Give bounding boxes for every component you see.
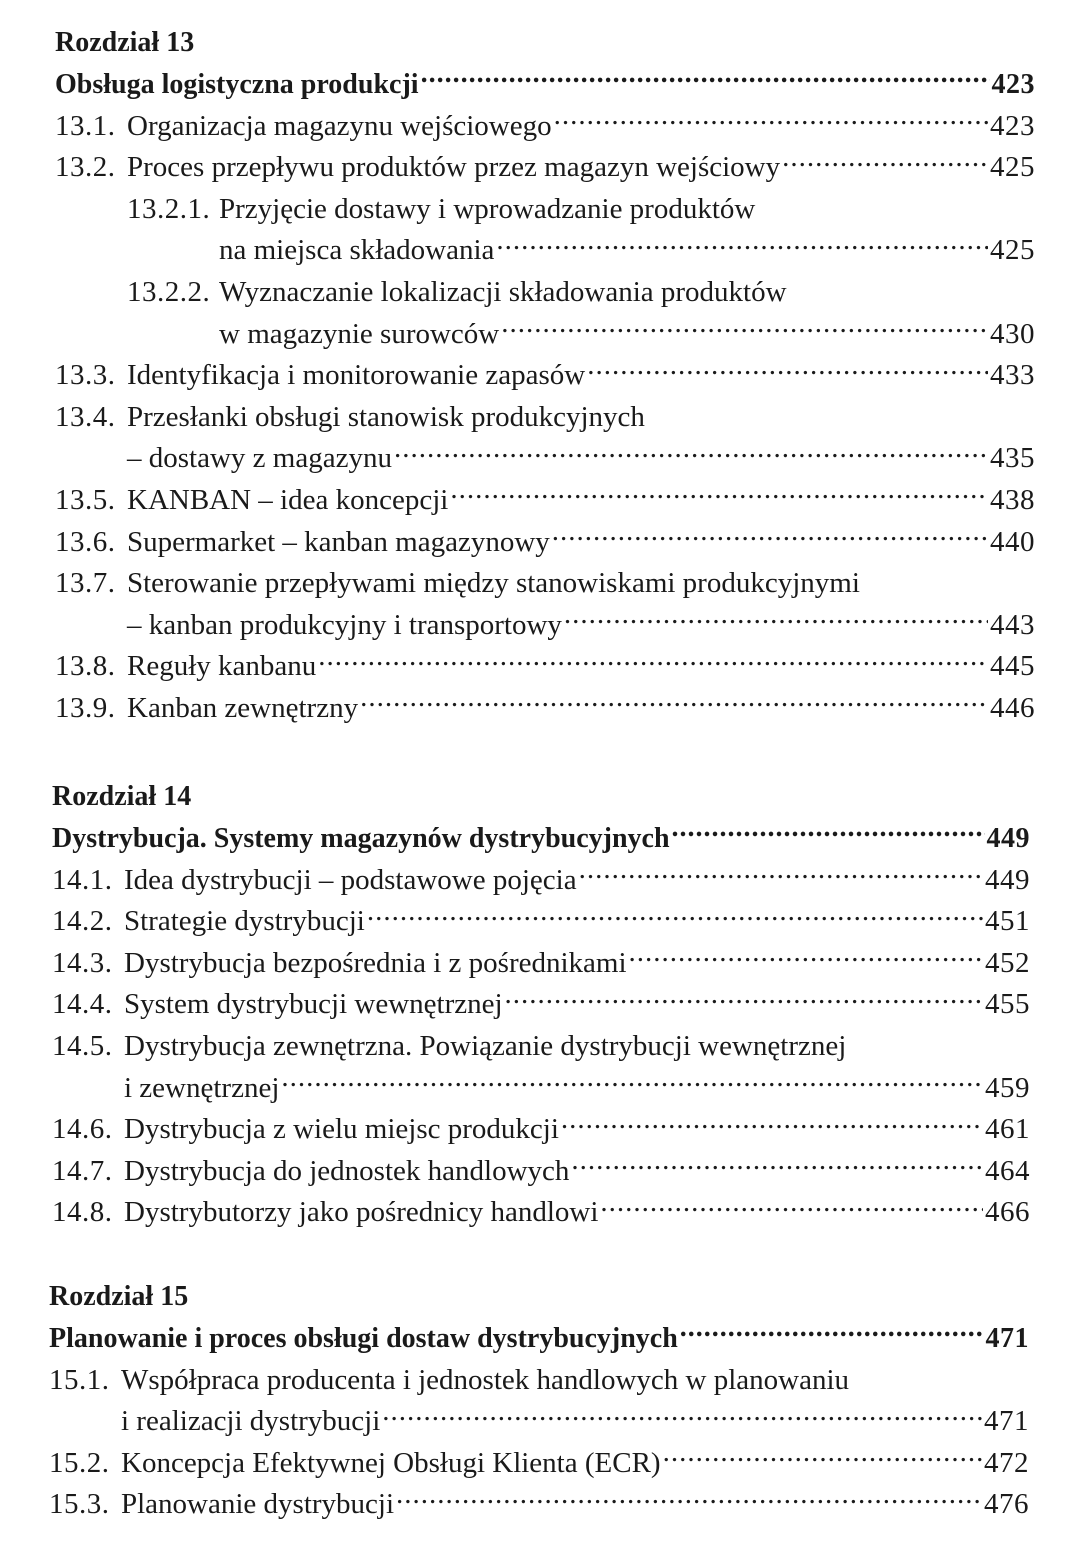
page-number: 425 xyxy=(990,234,1035,267)
section-number: 14.3. xyxy=(52,946,113,979)
section-number: 13.6. xyxy=(55,525,116,558)
dot-leader xyxy=(421,65,990,93)
dot-leader xyxy=(561,1109,983,1138)
section-title: – dostawy z magazynu xyxy=(127,442,392,475)
chapter-title: Dystrybucja. Systemy magazynów dystrybucyjnych xyxy=(52,823,670,854)
chapter-title: Planowanie i proces obsługi dostaw dystrybucyjnych xyxy=(49,1323,678,1354)
toc-entry xyxy=(55,522,1035,564)
dot-leader xyxy=(396,1484,982,1513)
dot-leader xyxy=(554,106,988,135)
dot-leader xyxy=(552,522,988,551)
chapter-title: Obsługa logistyczna produkcji xyxy=(55,69,419,100)
section-number: 14.4. xyxy=(52,988,113,1021)
page-number: 430 xyxy=(990,317,1035,350)
page-number: 425 xyxy=(990,151,1035,184)
page-number: 471 xyxy=(984,1405,1029,1438)
dot-leader xyxy=(450,480,988,509)
dot-leader xyxy=(672,819,985,847)
page-number: 459 xyxy=(985,1071,1030,1104)
section-title: Reguły kanbanu xyxy=(127,650,317,683)
chapter-title-row xyxy=(52,818,1030,860)
page-number: 472 xyxy=(984,1446,1029,1479)
toc-entry xyxy=(52,943,1030,985)
toc-entry xyxy=(55,605,1035,647)
section-title-line1: Przesłanki obsługi stanowisk produkcyjnych xyxy=(127,400,645,433)
chapter-label: Rozdział 15 xyxy=(49,1281,189,1312)
section-title-line1: Sterowanie przepływami między stanowiskami produkcyjnymi xyxy=(127,567,860,600)
page-number: 466 xyxy=(985,1196,1030,1229)
section-title: w magazynie surowców xyxy=(219,317,500,350)
page-number: 451 xyxy=(985,905,1030,938)
dot-leader xyxy=(505,984,983,1013)
section-number: 14.7. xyxy=(52,1154,113,1187)
section-number: 13.7. xyxy=(55,567,116,600)
section-title-line1: Dystrybucja zewnętrzna. Powiązanie dystrybucji wewnętrznej xyxy=(124,1029,847,1062)
section-number: 14.2. xyxy=(52,905,113,938)
toc-entry xyxy=(52,984,1030,1026)
toc-entry-line xyxy=(55,272,1035,314)
page-number: 449 xyxy=(986,823,1030,854)
page-number: 445 xyxy=(990,650,1035,683)
section-title: Idea dystrybucji – podstawowe pojęcia xyxy=(124,863,577,896)
page-number: 440 xyxy=(990,525,1035,558)
dot-leader xyxy=(680,1319,984,1347)
chapter-label: Rozdział 13 xyxy=(55,27,195,58)
dot-leader xyxy=(564,605,988,634)
section-number: 14.1. xyxy=(52,863,113,896)
page-number: 435 xyxy=(990,442,1035,475)
page-number: 471 xyxy=(985,1323,1029,1354)
section-title: Planowanie dystrybucji xyxy=(121,1488,395,1521)
dot-leader xyxy=(318,646,988,675)
section-title: i realizacji dystrybucji xyxy=(121,1405,381,1438)
section-number: 15.2. xyxy=(49,1446,110,1479)
dot-leader xyxy=(360,688,988,717)
toc-entry xyxy=(55,438,1035,480)
toc-entry-line xyxy=(55,189,1035,231)
section-number: 13.2. xyxy=(55,151,116,184)
dot-leader xyxy=(281,1068,983,1097)
page-number: 449 xyxy=(985,863,1030,896)
dot-leader xyxy=(382,1401,982,1430)
section-number: 15.1. xyxy=(49,1363,110,1396)
section-number: 14.5. xyxy=(52,1029,113,1062)
section-title-line1: Wyznaczanie lokalizacji składowania produktów xyxy=(219,275,787,308)
page-number: 446 xyxy=(990,691,1035,724)
toc-entry xyxy=(49,1484,1029,1526)
page-number: 423 xyxy=(991,69,1035,100)
section-title: Kanban zewnętrzny xyxy=(127,691,359,724)
section-number: 13.1. xyxy=(55,109,116,142)
toc-entry xyxy=(52,1151,1030,1193)
section-title: Organizacja magazynu wejściowego xyxy=(127,109,552,142)
section-number: 13.8. xyxy=(55,650,116,683)
section-title: Supermarket – kanban magazynowy xyxy=(127,525,550,558)
toc-entry xyxy=(52,1192,1030,1234)
toc-entry xyxy=(55,147,1035,189)
dot-leader xyxy=(587,355,988,384)
section-number: 13.9. xyxy=(55,691,116,724)
toc-entry xyxy=(52,1068,1030,1110)
dot-leader xyxy=(367,901,983,930)
section-number: 14.8. xyxy=(52,1196,113,1229)
chapter-title-row xyxy=(55,64,1035,106)
toc-entry xyxy=(55,106,1035,148)
dot-leader xyxy=(394,438,988,467)
toc-entry xyxy=(49,1443,1029,1485)
toc-entry xyxy=(52,860,1030,902)
toc-entry-line xyxy=(49,1360,1029,1402)
dot-leader xyxy=(501,314,988,343)
chapter-label: Rozdział 14 xyxy=(52,781,192,812)
page-number: 455 xyxy=(985,988,1030,1021)
dot-leader xyxy=(629,943,983,972)
page-number: 476 xyxy=(984,1488,1029,1521)
toc-entry-line xyxy=(52,1026,1030,1068)
page-number: 464 xyxy=(985,1154,1030,1187)
section-title-line1: Współpraca producenta i jednostek handlowych w planowaniu xyxy=(121,1363,850,1396)
section-title: Koncepcja Efektywnej Obsługi Klienta (ECR) xyxy=(121,1446,661,1479)
section-number: 14.6. xyxy=(52,1113,113,1146)
page-number: 443 xyxy=(990,608,1035,641)
page-number: 452 xyxy=(985,946,1030,979)
section-number: 15.3. xyxy=(49,1488,110,1521)
toc-entry xyxy=(49,1401,1029,1443)
toc-entry xyxy=(52,1109,1030,1151)
chapter-15 xyxy=(49,1276,1029,1526)
section-title: KANBAN – idea koncepcji xyxy=(127,483,449,516)
section-title: Identyfikacja i monitorowanie zapasów xyxy=(127,359,586,392)
chapter-13 xyxy=(55,22,1035,730)
section-title: Dystrybucja bezpośrednia i z pośrednikami xyxy=(124,946,627,979)
chapter-title-row xyxy=(49,1318,1029,1360)
section-number: 13.2.2. xyxy=(127,275,211,308)
toc-entry xyxy=(55,646,1035,688)
section-number: 13.5. xyxy=(55,483,116,516)
toc-entry xyxy=(55,314,1035,356)
page-number: 433 xyxy=(990,359,1035,392)
section-title: Dystrybutorzy jako pośrednicy handlowi xyxy=(124,1196,599,1229)
dot-leader xyxy=(579,860,983,889)
toc-entry xyxy=(55,230,1035,272)
dot-leader xyxy=(496,230,988,259)
dot-leader xyxy=(782,147,988,176)
dot-leader xyxy=(600,1192,983,1221)
section-title: i zewnętrznej xyxy=(124,1071,280,1104)
toc-entry-line xyxy=(55,563,1035,605)
toc-entry xyxy=(55,688,1035,730)
page-number: 461 xyxy=(985,1113,1030,1146)
section-title: – kanban produkcyjny i transportowy xyxy=(127,608,562,641)
toc-entry-line xyxy=(55,397,1035,439)
dot-leader xyxy=(571,1151,983,1180)
section-title: Dystrybucja z wielu miejsc produkcji xyxy=(124,1113,559,1146)
section-number: 13.3. xyxy=(55,359,116,392)
section-title: Dystrybucja do jednostek handlowych xyxy=(124,1154,570,1187)
dot-leader xyxy=(663,1443,982,1472)
chapter-14 xyxy=(52,776,1030,1234)
section-title: na miejsca składowania xyxy=(219,234,495,267)
section-number: 13.4. xyxy=(55,400,116,433)
toc-entry xyxy=(55,355,1035,397)
section-title: System dystrybucji wewnętrznej xyxy=(124,988,503,1021)
section-title: Proces przepływu produktów przez magazyn wejściowy xyxy=(127,151,781,184)
page-number: 438 xyxy=(990,483,1035,516)
toc-entry xyxy=(55,480,1035,522)
section-number: 13.2.1. xyxy=(127,192,211,225)
toc-entry xyxy=(52,901,1030,943)
section-title: Strategie dystrybucji xyxy=(124,905,365,938)
page-number: 423 xyxy=(990,109,1035,142)
section-title-line1: Przyjęcie dostawy i wprowadzanie produktów xyxy=(219,192,756,225)
